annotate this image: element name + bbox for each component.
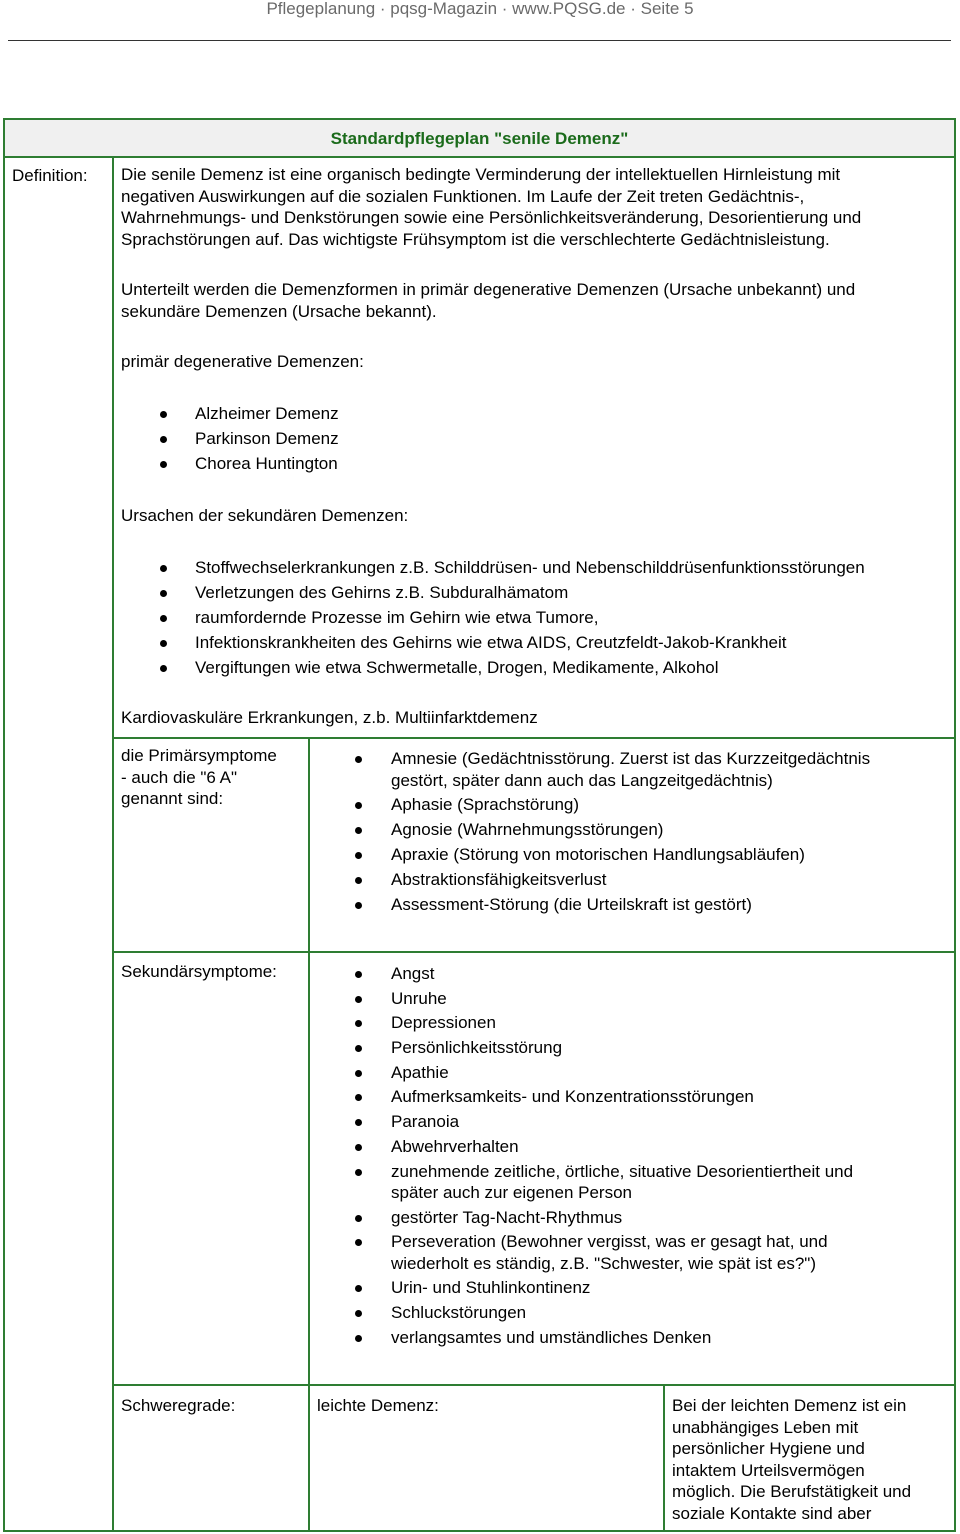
text-line: unabhängiges Leben mit (672, 1417, 859, 1437)
list-item-text: Verletzungen des Gehirns z.B. Subduralhämatom (195, 583, 569, 602)
primary-symptoms-label (121, 745, 277, 810)
list-item-text: gestört, später dann auch das Langzeitgedächtnis) (391, 770, 773, 790)
bullet-icon (355, 827, 362, 834)
bullet-icon (355, 802, 362, 809)
list-item-text: Unruhe (391, 988, 447, 1008)
list-item-text: Depressionen (391, 1013, 496, 1033)
definition-label: Definition: (12, 166, 88, 185)
table-title: Standardpflegeplan "senile Demenz" (3, 118, 956, 158)
bullet-icon (355, 877, 362, 884)
bullet-icon (355, 1215, 362, 1222)
list-item-text: Alzheimer Demenz (195, 404, 339, 423)
list-item-text: gestörter Tag-Nacht-Rhythmus (391, 1207, 623, 1227)
row-divider (112, 951, 956, 953)
list-item-text: Abwehrverhalten (391, 1136, 519, 1156)
list-item-text: Paranoia (391, 1112, 460, 1132)
list-item-text: Angst (391, 964, 435, 983)
bullet-icon (160, 615, 167, 622)
list-item-text: Abstraktionsfähigkeitsverlust (391, 870, 607, 889)
list-item-text: später auch zur eigenen Person (391, 1183, 632, 1202)
bullet-icon (160, 565, 167, 572)
list-item-text: Assessment-Störung (die Urteilskraft ist gestört) (391, 895, 752, 914)
primary-dementia-heading: primär degenerative Demenzen: (121, 352, 364, 371)
list-item-text: raumfordernde Prozesse im Gehirn wie etwa Tumore, (195, 608, 599, 627)
list-item-text: Apraxie (Störung von motorischen Handlungsabläufen) (391, 845, 805, 864)
cardiovascular-note: Kardiovaskuläre Erkrankungen, z.b. Multiinfarktdemenz (121, 708, 538, 727)
list-item-text: Agnosie (Wahrnehmungsstörungen) (391, 820, 664, 839)
text-line: genannt sind: (121, 789, 224, 808)
severity-label: Schweregrade: (121, 1396, 236, 1415)
list-item-text: Persönlichkeitsstörung (391, 1038, 563, 1058)
bullet-icon (355, 756, 362, 763)
list-item-text: Infektionskrankheiten des Gehirns wie etwa AIDS, Creutzfeldt-Jakob-Krankheit (195, 633, 787, 652)
text-line: die Primärsymptome (121, 746, 277, 765)
text-line: Bei der leichten Demenz ist ein (672, 1396, 907, 1415)
secondary-causes-heading: Ursachen der sekundären Demenzen: (121, 506, 409, 525)
list-item-text: Aufmerksamkeits- und Konzentrationsstörungen (391, 1087, 754, 1107)
bullet-icon (355, 1144, 362, 1151)
bullet-icon (355, 1335, 362, 1342)
bullet-icon (160, 461, 167, 468)
text-line: - auch die "6 A" (121, 767, 238, 787)
bullet-icon (160, 436, 167, 443)
text-line: persönlicher Hygiene und (672, 1439, 865, 1458)
list-item-text: Stoffwechselerkrankungen z.B. Schilddrüsen- und Nebenschilddrüsenfunktionsstörungen (195, 558, 865, 577)
list-item-text: verlangsamtes und umständliches Denken (391, 1327, 712, 1347)
text-line: Sprachstörungen auf. Das wichtigste Frühsymptom ist die verschlechterte Gedächtnisleistung. (121, 229, 830, 249)
bullet-icon (355, 1045, 362, 1052)
text-line: sekundäre Demenzen (Ursache bekannt). (121, 301, 437, 321)
secondary-symptoms-label: Sekundärsymptome: (121, 962, 277, 981)
column-divider (308, 737, 310, 1532)
bullet-icon (355, 971, 362, 978)
bullet-icon (160, 590, 167, 597)
column-divider (112, 157, 114, 1532)
text-line: intaktem Urteilsvermögen (672, 1460, 865, 1480)
text-line: soziale Kontakte sind aber (672, 1503, 872, 1523)
bullet-icon (355, 996, 362, 1003)
list-item-text: Parkinson Demenz (195, 429, 339, 448)
header-divider (8, 40, 951, 41)
text-line: Unterteilt werden die Demenzformen in primär degenerative Demenzen (Ursache unbekannt) und (121, 280, 856, 299)
row-divider (112, 737, 956, 739)
bullet-icon (355, 1070, 362, 1077)
definition-classification (121, 279, 855, 322)
bullet-icon (160, 640, 167, 647)
severity-level: leichte Demenz: (317, 1396, 439, 1415)
list-item-text: Vergiftungen wie etwa Schwermetalle, Drogen, Medikamente, Alkohol (195, 658, 719, 677)
list-item-text: Aphasie (Sprachstörung) (391, 795, 580, 814)
column-divider (663, 1384, 665, 1532)
bullet-icon (355, 902, 362, 909)
bullet-icon (355, 1169, 362, 1176)
definition-intro (121, 164, 861, 250)
bullet-icon (160, 411, 167, 418)
list-item-text: Chorea Huntington (195, 454, 338, 473)
list-item-text: zunehmende zeitliche, örtliche, situative Desorientiertheit und (391, 1161, 854, 1181)
bullet-icon (355, 1310, 362, 1317)
text-line: möglich. Die Berufstätigkeit und (672, 1482, 912, 1501)
row-divider (112, 1384, 956, 1386)
list-item-text: Schluckstörungen (391, 1302, 527, 1322)
text-line: Wahrnehmungs- und Denkstörungen sowie eine Persönlichkeitsveränderung, Desorientierung und (121, 208, 862, 227)
text-line: negativen Auswirkungen auf die sozialen Funktionen. Im Laufe der Zeit treten Gedächtnis-, (121, 186, 805, 206)
text-line: Die senile Demenz ist eine organisch bedingte Verminderung der intellektuellen Hirnleistung mit (121, 165, 841, 184)
page-header: Pflegeplanung · pqsg-Magazin · www.PQSG.de · Seite 5 (266, 0, 694, 18)
bullet-icon (160, 665, 167, 672)
list-item-text: Urin- und Stuhlinkontinenz (391, 1278, 591, 1298)
severity-description (672, 1395, 911, 1524)
bullet-icon (355, 852, 362, 859)
list-item-text: wiederholt es ständig, z.B. "Schwester, wie spät ist es?") (391, 1253, 816, 1273)
list-item-text: Apathie (391, 1062, 449, 1082)
list-item-text: Amnesie (Gedächtnisstörung. Zuerst ist das Kurzzeitgedächtnis (391, 749, 871, 768)
list-item-text: Perseveration (Bewohner vergisst, was er gesagt hat, und (391, 1232, 828, 1252)
